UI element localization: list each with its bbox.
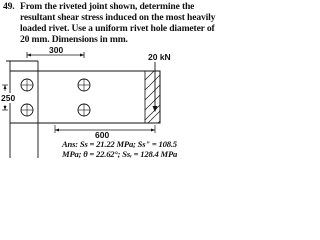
dimension-300-label: 300 <box>49 45 64 55</box>
problem-line-4: 20 mm. Dimensions in mm. <box>20 34 128 45</box>
problem-line-1: From the riveted joint shown, determine the <box>20 1 195 12</box>
problem-line-3: loaded rivet. Use a uniform rivet hole diameter of <box>20 23 215 34</box>
rivet-bottom-left <box>21 104 33 116</box>
dimension-600 <box>55 125 155 140</box>
problem-number: 49. <box>3 1 15 12</box>
answer-line-1: Ans: Ss = 21.22 MPa; Ss" = 108.5 <box>62 139 177 149</box>
dimension-300 <box>27 45 84 58</box>
answer-line-2: MPa; θ = 22.62°; Ssᵣ = 128.4 MPa <box>62 149 178 159</box>
dimension-250-label: 250 <box>1 93 16 103</box>
rivet-bottom-right <box>78 104 90 116</box>
problem-line-2: resultant shear stress induced on the most heavily <box>20 12 216 23</box>
dimension-600-label: 600 <box>95 130 110 140</box>
riveted-joint-figure <box>0 0 200 159</box>
hatched-end-block <box>145 71 160 123</box>
load-label: 20 kN <box>148 52 171 62</box>
rivet-top-left <box>21 79 33 91</box>
rivet-top-right <box>78 79 90 91</box>
load-arrow-icon <box>153 62 158 112</box>
